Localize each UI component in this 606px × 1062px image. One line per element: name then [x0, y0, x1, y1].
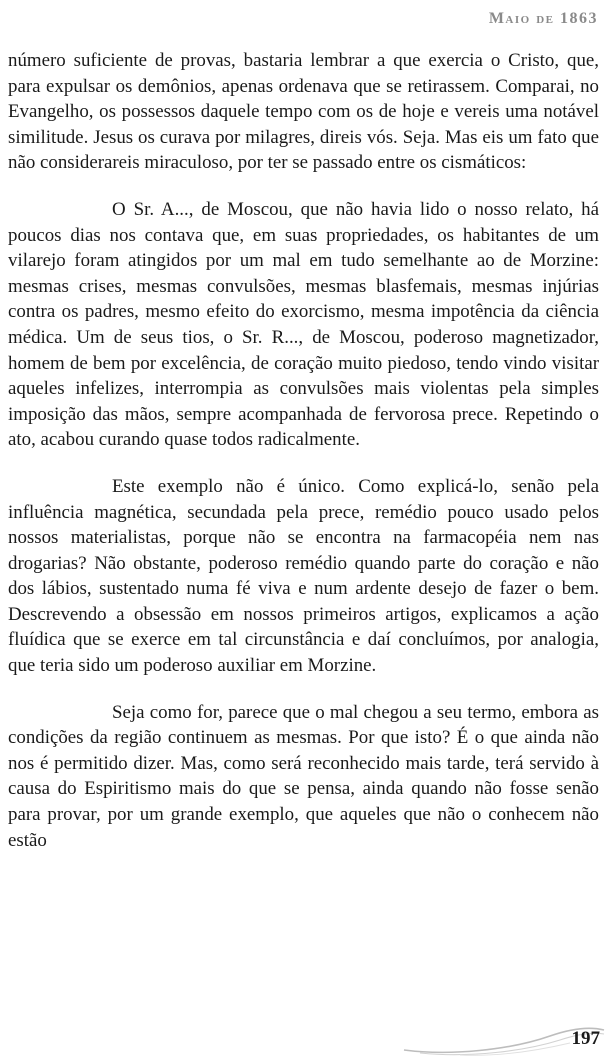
running-header: Maio de 1863: [488, 10, 598, 27]
paragraph-1: número suficiente de provas, bastaria lembrar a que exercia o Cristo, que, para expulsar os demônios, apenas ordenava que se retirassem. Comparai, no Evangelho, os possessos daquele tempo com os de hoje e vereis uma notável similitude. Jesus os curava por milagres, direis vós. Seja. Mas eis um fato que não considerareis miraculoso, por ter se passado entre os cismáticos:: [8, 50, 599, 174]
paragraph-3: Este exemplo não é único. Como explicá-lo, senão pela influência magnética, secundada pela prece, remédio pouco usado pelos nossos materialistas, porque não se encontra na farmacopéia nem nas drogarias? Não obstante, poderoso remédio quando parte do coração e não dos lábios, sustentado numa fé viva e num ardente desejo de fazer o bem. Descrevendo a obsessão em nossos primeiros artigos, explicamos a ação fluídica que se exerce em tal circunstância e daí concluímos, por analogia, que teria sido um poderoso auxiliar em Morzine.: [8, 475, 599, 677]
page-footer: [0, 1018, 606, 1062]
body-text: [8, 48, 599, 853]
paragraph-2: O Sr. A..., de Moscou, que não havia lido o nosso relato, há poucos dias nos contava que, em suas propriedades, os habitantes de um vilarejo foram atingidos por um mal em tudo semelhante ao de Morzine: mesmas crises, mesmas convulsões, mesmas blasfemais, mesmas injúrias contra os padres, mesmo efeito do exorcismo, mesma impotência da ciência médica. Um de seus tios, o Sr. R..., de Moscou, poderoso magnetizador, homem de bem por excelência, de coração muito piedoso, tendo vindo visitar aqueles infelizes, interrompia as convulsões mais violentas pela simples imposição das mãos, sempre acompanhada de fervorosa prece. Repetindo o ato, acabou curando quase todos radicalmente.: [8, 198, 599, 451]
page-number: 197: [571, 1028, 600, 1049]
paragraph-4: Seja como for, parece que o mal chegou a seu termo, embora as condições da região continuem as mesmas. Por que isto? É o que ainda não nos é permitido dizer. Mas, como será reconhecido mais tarde, terá servido à causa do Espiritismo mais do que se pensa, ainda quando não fosse senão para provar, por um grande exemplo, que aqueles que não o conhecem não estão: [8, 701, 599, 851]
